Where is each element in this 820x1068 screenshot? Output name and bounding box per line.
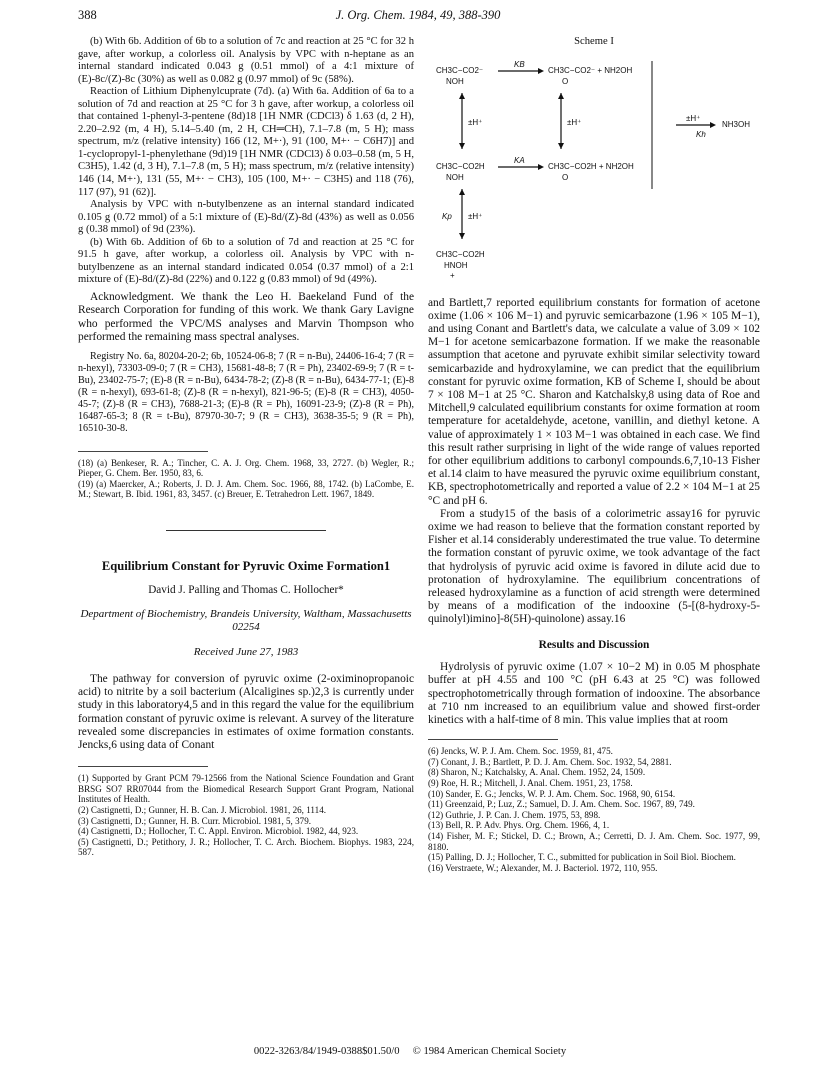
footnote-divider: [78, 451, 208, 452]
results-heading: Results and Discussion: [538, 638, 650, 651]
left-column: [78, 36, 414, 858]
journal-citation: J. Org. Chem. 1984, 49, 388-390: [335, 8, 501, 22]
page-header: [78, 8, 758, 28]
right-column: [428, 36, 760, 873]
footnote-13: (13) Bell, R. P. Adv. Phys. Org. Chem. 1966, 4, 1.: [428, 820, 610, 831]
paragraph-with-6b-7c: (b) With 6b. Addition of 6b to a solution of 7c and reaction at 25 °C for 32 h gave, after workup, a colorless oil. Analysis by VPC with n-heptane as an internal standard indicated 0.043 g (0.51 mmol) of a 4:1 mixture of (E)-8c/(Z)-8c (30%) as well as 0.082 g (0.97 mmol) of 9c (58%).: [78, 36, 414, 85]
scheme-hplus-4: ±H⁺: [468, 211, 483, 221]
scheme-r1-left-sub: NOH: [446, 76, 464, 86]
footnote-18: (18) (a) Benkeser, R. A.; Tincher, C. A. J. Org. Chem. 1968, 33, 2727. (b) Wegler, R.; Pieper, G. Chem. Ber. 1950, 83, 6.: [78, 457, 414, 479]
page-number: 388: [78, 8, 97, 22]
article-department: Department of Biochemistry, Brandeis University, Waltham, Massachusetts 02254: [80, 608, 412, 634]
paragraph-analysis: Analysis by VPC with n-butylbenzene as an internal standard indicated 0.105 g (0.72 mmol) of a 5:1 mixture of (E)-8d/(Z)-8d (43%) as well as 0.056 g (0.38 mmol) of 9d (23%).: [78, 199, 414, 236]
page-footer: [0, 1046, 820, 1057]
scheme-r2-left: CH3C−CO2H: [436, 161, 485, 171]
scheme-hplus-2: ±H⁺: [567, 117, 582, 127]
scheme-r2-right: CH3C−CO2H + NH2OH: [548, 161, 634, 171]
paragraph-reaction-7d: Reaction of Lithium Diphenylcuprate (7d). (a) With 6a. Addition of 6a to a solution of 7d and reaction at 25 °C for 3 h gave, after workup, a colorless oil that contained 1-phenyl-3-pentene (8d)18 [1H NMR (CDCl3) δ 1.63 (d, 2 H), 2.20–2.92 (m, 4 H), 5.14–5.40 (m, 2 H, CH═CH), 7.1–7.8 (m, 5 H); mass spectrum, m/z (relative intensity) 166 (12, M+·), 91 (100, M+· − C6H7)] and 1-cyclopropyl-1-phenylethane (9d)19 [1H NMR (CDCl3) δ 0.03–0.58 (m, 5 H, C3H5), 1.42 (d, 3 H), 7.1–7.8 (m, 5 H); mass spectrum, m/z (relative intensity) 146 (14, M+·), 131 (55, M+· − CH3), 105 (100, M+· − C3H5) and 118 (76), 117 (97), 91 (62)].: [78, 86, 414, 198]
footnote-divider: [78, 766, 208, 767]
scheme-title: Scheme I: [574, 36, 614, 47]
scheme-kp: Kp: [442, 211, 452, 221]
footnote-6: (6) Jencks, W. P. J. Am. Chem. Soc. 1959, 81, 475.: [428, 746, 613, 757]
footnote-9: (9) Roe, H. R.; Mitchell, J. Anal. Chem. 1951, 23, 1758.: [428, 777, 633, 788]
footer-code: 0022-3263/84/1949-0388$01.50/0: [253, 1046, 400, 1057]
scheme-ka: KA: [514, 155, 525, 165]
footnote-8: (8) Sharon, N.; Katchalsky, A. Anal. Chem. 1952, 24, 1509.: [428, 767, 646, 778]
paragraph-right-2: From a study15 of the basis of a colorimetric assay16 for pyruvic oxime we had reason to believe that the formation constant reported by Fisher et al.14 considerably underestimated the true value. To determine the formation constant of pyruvic oxime, we took advantage of the fact that hydrolysis of pyruvic acid oxime is favored in dilute acid due to protonation of hydroxylamine. The equilibrium concentrations of released hydroxylamine as a function of acid strength were determined by means of a modification of the indooxine (5-[(8-hydroxy-5-quinolyl)imino]-8(5H)-quinolone) assay.16: [428, 507, 760, 626]
footnote-7: (7) Conant, J. B.; Bartlett, P. D. J. Am. Chem. Soc. 1932, 54, 2881.: [428, 756, 672, 767]
article-divider: [166, 530, 326, 531]
article-title: Equilibrium Constant for Pyruvic Oxime Formation1: [101, 558, 391, 573]
scheme-nh3oh: NH3OH: [722, 119, 751, 129]
scheme-hplus-1: ±H⁺: [468, 117, 483, 127]
scheme-kb: KB: [514, 59, 525, 69]
footnotes-right: [428, 739, 760, 873]
footnote-3: (3) Castignetti, D.; Gunner, H. B. Curr. Microbiol. 1981, 5, 379.: [78, 815, 312, 826]
scheme-r1-right-sub: O: [562, 76, 569, 86]
footnote-11: (11) Greenzaid, P.; Luz, Z.; Samuel, D. J. Am. Chem. Soc. 1967, 89, 749.: [428, 799, 695, 810]
footnote-2: (2) Castignetti, D.; Gunner, H. B. Can. J. Microbiol. 1981, 26, 1114.: [78, 805, 327, 816]
paragraph-with-6b-7d: (b) With 6b. Addition of 6b to a solution of 7d and reaction at 25 °C for 91.5 h gave, after workup, a colorless oil. Analysis by VPC with n-butylbenzene as an internal standard indicated 0.054 (0.37 mmol) of a 2:1 mixture of (E)-8d/(Z)-8d (22%) and 0.122 g (0.83 mmol) of 9d (49%).: [78, 236, 414, 286]
footnotes-top: [78, 451, 414, 500]
scheme-r3-left-sub: HNOH: [444, 260, 468, 270]
scheme-r3-plus: +: [450, 270, 455, 280]
footnote-19: (19) (a) Maercker, A.; Roberts, J. D. J. Am. Chem. Soc. 1966, 88, 1742. (b) LaCombe, E. M.; Stewart, B. Ibid. 1961, 83, 3457. (c) Breuer, E. Tetrahedron Lett. 1967, 1849.: [78, 478, 414, 500]
footnote-15: (15) Palling, D. J.; Hollocher, T. C., submitted for publication in Soil Biol. Biochem.: [428, 852, 736, 863]
scheme-r1-left: CH3C−CO2⁻: [436, 65, 484, 75]
footnotes-bottom-left: [78, 766, 414, 858]
footnote-divider: [428, 739, 558, 740]
scheme-r2-right-sub: O: [562, 172, 569, 182]
scheme-hplus-3: ±H⁺: [686, 113, 701, 123]
paragraph-right-3: Hydrolysis of pyruvic oxime (1.07 × 10−2 M) in 0.05 M phosphate buffer at pH 4.55 and 100 °C (pH 6.43 at 25 °C) was followed spectrophotometrically through formation of indooxine. The absorbance at 710 nm increased to an equilibrium value and showed first-order kinetics with a half-time of 8 min. This value implies that at room: [428, 661, 760, 726]
scheme-r3-left: CH3C−CO2H: [436, 249, 485, 259]
footnote-1: (1) Supported by Grant PCM 79-12566 from the National Science Foundation and Grant BRSG SO7 RR07044 from the Biomedical Research Support Grant Program, National Institutes of Health.: [78, 773, 414, 805]
footnote-14: (14) Fisher, M. F.; Stickel, D. C.; Brown, A.; Cerretti, D. J. Am. Chem. Soc. 1977, 99, 8180.: [428, 830, 760, 852]
footer-copyright: © 1984 American Chemical Society: [412, 1046, 567, 1057]
footnote-16: (16) Verstraete, W.; Alexander, M. J. Bacteriol. 1972, 110, 955.: [428, 862, 658, 873]
footnote-4: (4) Castignetti, D.; Hollocher, T. C. Appl. Environ. Microbiol. 1982, 44, 923.: [78, 826, 359, 837]
scheme-kh: Kh: [696, 129, 706, 139]
footnote-12: (12) Guthrie, J. P. Can. J. Chem. 1975, 53, 898.: [428, 809, 601, 820]
article-received: Received June 27, 1983: [193, 646, 299, 659]
footnote-5: (5) Castignetti, D.; Petithory, J. R.; Hollocher, T. C. Arch. Biochem. Biophys. 1983, 224, 587.: [78, 836, 414, 858]
acknowledgment: Acknowledgment. We thank the Leo H. Baekeland Fund of the Research Corporation for funding of this work. We thank Gary Lavigne who performed the VPC/MS analyses and Marvin Thompson who performed the remaining mass spectral analyses.: [78, 290, 414, 344]
article-authors: David J. Palling and Thomas C. Hollocher*: [148, 583, 344, 596]
article-intro: The pathway for conversion of pyruvic oxime (2-oximinopropanoic acid) to nitrite by a soil bacterium (Alcaligines sp.)2,3 is currently under study in this laboratory4,5 and in this regard the value for the equilibrium formation constant of pyruvic oxime is relevant. A survey of the literature revealed some discrepancies in estimates of oxime formation constants. Jencks,6 using data of Conant: [78, 673, 414, 752]
footnote-10: (10) Sander, E. G.; Jencks, W. P. J. Am. Chem. Soc. 1968, 90, 6154.: [428, 788, 676, 799]
scheme-diagram: [428, 49, 760, 297]
scheme-r2-left-sub: NOH: [446, 172, 464, 182]
paragraph-right-1: and Bartlett,7 reported equilibrium constants for formation of acetone oxime (1.06 × 106 M−1) and pyruvic semicarbazone (1.96 × 105 M−1), and using Conant and Bartlett's data, we calculate a value of 3.09 × 102 M−1 for acetone semicarbazone formation. If we make the reasonable assumption that acetone and pyruvate exhibit similar selectivity toward semicarbazide and hydroxylamine, we can predict that the equilibrium constant for pyruvic oxime formation, KB of Scheme I, should be about 7 × 108 M−1 at 25 °C. Sharon and Katchalsky,8 using data of Roe and Mitchell,9 calculated equilibrium constants for oxime formation at room temperature for acetaldehyde, acetone, vanillin, and diethyl ketone. A value of approximately 1 × 103 M−1 was obtained in each case. We find this result rather surprising in light of the wide range of values reported for other equilibrium additions to carbonyl compounds.6,7,10-13 Fisher et al.14 claim to have measured the pyruvic oxime equilibrium constant, KB, spectrophotometrically and reported a value of 2.2 × 104 M−1 at 25 °C and pH 6.: [428, 296, 760, 507]
registry-numbers: Registry No. 6a, 80204-20-2; 6b, 10524-06-8; 7 (R = n-Bu), 24406-16-4; 7 (R = n-hexyl), 73303-09-0; 7 (R = CH3), 15681-48-8; 7 (R = Ph), 23402-69-9; 7 (R = t-Bu), 23402-75-7; (E)-8 (R = n-Bu), 6434-78-2; (Z)-8 (R = n-Bu), 6434-77-1; (E)-8 (R = n-hexyl), 693-61-8; (Z)-8 (R = n-hexyl), 821-96-5; (E)-8 (R = CH3), 4050-45-7; (Z)-8 (R = CH3), 7688-21-3; (E)-8 (R = Ph), 16091-23-9; (Z)-8 (R = Ph), 16487-65-3; 8 (R = t-Bu), 87970-30-7; 9 (R = CH3), 3638-35-5; 9 (R = Ph), 16510-30-8.: [78, 350, 414, 434]
scheme-r1-right: CH3C−CO2⁻ + NH2OH: [548, 65, 633, 75]
